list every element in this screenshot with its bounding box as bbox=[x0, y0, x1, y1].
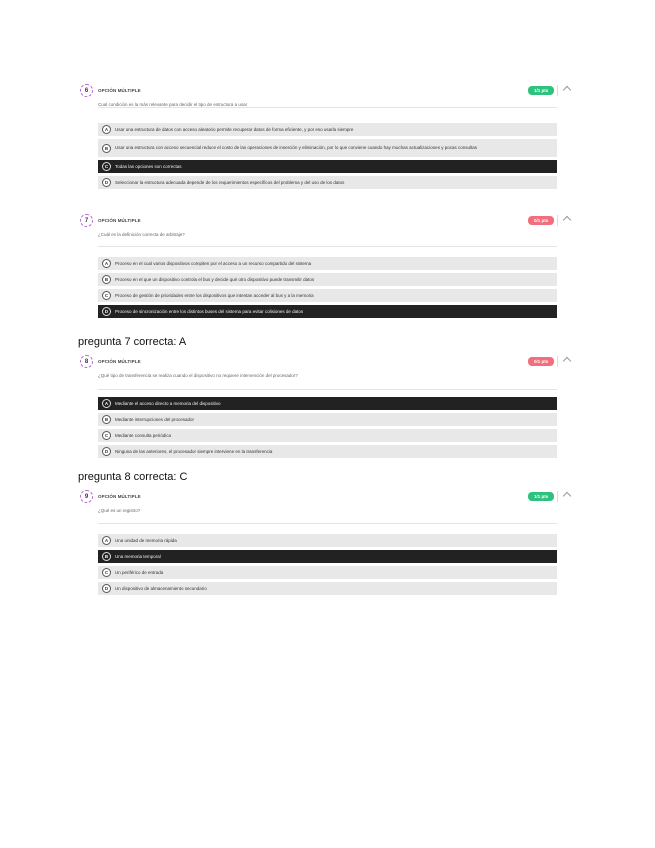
chevron-up-icon[interactable] bbox=[563, 492, 571, 500]
score-badge: 1/1 pts bbox=[528, 492, 554, 501]
question-card bbox=[80, 490, 580, 591]
option-text: Mediante interrupciones del procesador bbox=[115, 416, 195, 422]
question-type-label: OPCIÓN MÚLTIPLE bbox=[98, 218, 141, 223]
prompt-divider bbox=[98, 107, 557, 108]
option-letter: A bbox=[102, 399, 111, 408]
header-divider bbox=[557, 356, 558, 367]
option-text: Usar una estructura con acceso secuencial reduce el costo de las operaciones de inserción y eliminación, por lo que conviene cuando hay muchas actualizaciones y pocas consultas bbox=[115, 145, 477, 150]
option-text: Proceso en el cual varios dispositivos compiten por el acceso a un recurso compartido del sistema bbox=[115, 260, 312, 266]
option-letter: A bbox=[102, 259, 111, 268]
option-letter: C bbox=[102, 291, 111, 300]
prompt-divider bbox=[98, 246, 557, 247]
option-letter: C bbox=[102, 568, 111, 577]
option-c[interactable] bbox=[98, 160, 557, 173]
option-d[interactable] bbox=[98, 176, 557, 189]
option-letter: D bbox=[102, 447, 111, 456]
options-list bbox=[98, 534, 557, 598]
question-prompt: ¿Cuál es la definición correcta de arbitraje? bbox=[98, 232, 185, 237]
question-number: 9 bbox=[80, 490, 93, 503]
option-text: Usar una estructura de datos con acceso aleatorio permite recuperar datos de forma eficiente, y por eso usarla siempre bbox=[115, 126, 354, 132]
option-b[interactable] bbox=[98, 550, 557, 563]
option-b[interactable] bbox=[98, 273, 557, 286]
question-header bbox=[80, 490, 580, 504]
section-title: pregunta 8 correcta: C bbox=[78, 471, 188, 483]
option-c[interactable] bbox=[98, 289, 557, 302]
option-letter: B bbox=[102, 144, 111, 153]
option-letter: A bbox=[102, 125, 111, 134]
question-number: 6 bbox=[80, 84, 93, 97]
option-a[interactable] bbox=[98, 123, 557, 136]
option-d[interactable] bbox=[98, 582, 557, 595]
option-letter: C bbox=[102, 162, 111, 171]
option-text: Una unidad de memoria rápida bbox=[115, 537, 177, 543]
option-text: Proceso de sincronización entre los distintos buses del sistema para evitar colisiones de datos bbox=[115, 308, 304, 314]
question-prompt: ¿Qué es un registro? bbox=[98, 508, 141, 513]
option-text: Una memoria temporal bbox=[115, 553, 161, 559]
question-header bbox=[80, 84, 580, 98]
question-card bbox=[80, 355, 580, 454]
option-text: Un periférico de entrada bbox=[115, 569, 164, 575]
header-divider bbox=[557, 491, 558, 502]
question-card bbox=[80, 84, 580, 185]
options-list bbox=[98, 123, 557, 192]
options-list bbox=[98, 257, 557, 321]
option-d[interactable] bbox=[98, 305, 557, 318]
option-letter: C bbox=[102, 431, 111, 440]
option-letter: B bbox=[102, 552, 111, 561]
option-text: Mediante consulta periódica bbox=[115, 432, 172, 438]
option-text: Mediante el acceso directo a memoria del dispositivo bbox=[115, 400, 221, 406]
option-c[interactable] bbox=[98, 566, 557, 579]
option-b[interactable] bbox=[98, 139, 557, 157]
option-d[interactable] bbox=[98, 445, 557, 458]
question-header bbox=[80, 355, 580, 369]
option-letter: B bbox=[102, 415, 111, 424]
question-type-label: OPCIÓN MÚLTIPLE bbox=[98, 359, 141, 364]
option-text: Todas las opciones son correctas bbox=[115, 163, 182, 169]
option-a[interactable] bbox=[98, 534, 557, 547]
chevron-up-icon[interactable] bbox=[563, 357, 571, 365]
options-list bbox=[98, 397, 557, 461]
chevron-up-icon[interactable] bbox=[563, 86, 571, 94]
option-text: Seleccionar la estructura adecuada depende de los requerimientos específicos del problema y del uso de los datos bbox=[115, 179, 345, 185]
question-header bbox=[80, 214, 580, 228]
option-letter: D bbox=[102, 307, 111, 316]
option-text: Proceso de gestión de prioridades entre los dispositivos que intentan acceder al bus y a la memoria bbox=[115, 292, 314, 298]
header-divider bbox=[557, 85, 558, 96]
prompt-divider bbox=[98, 523, 557, 524]
option-b[interactable] bbox=[98, 413, 557, 426]
question-number: 8 bbox=[80, 355, 93, 368]
option-text: Ninguna de las anteriores, el procesador siempre interviene en la transferencia bbox=[115, 448, 273, 454]
question-prompt: Cual condición es la más relevante para decidir el tipo de estructura a usar bbox=[98, 102, 248, 107]
question-type-label: OPCIÓN MÚLTIPLE bbox=[98, 494, 141, 499]
option-c[interactable] bbox=[98, 429, 557, 442]
option-letter: A bbox=[102, 536, 111, 545]
chevron-up-icon[interactable] bbox=[563, 216, 571, 224]
prompt-divider bbox=[98, 389, 557, 390]
option-letter: D bbox=[102, 178, 111, 187]
option-a[interactable] bbox=[98, 257, 557, 270]
question-prompt: ¿Qué tipo de transferencia se realiza cuando el dispositivo no requiere intervención del procesador? bbox=[98, 373, 298, 378]
option-text: Proceso en el que un dispositivo controla el bus y decide qué otro dispositivo puede transmitir datos bbox=[115, 276, 315, 282]
question-type-label: OPCIÓN MÚLTIPLE bbox=[98, 88, 141, 93]
option-letter: B bbox=[102, 275, 111, 284]
option-text: Un dispositivo de almacenamiento secundario bbox=[115, 585, 207, 591]
section-title: pregunta 7 correcta: A bbox=[78, 336, 187, 348]
option-letter: D bbox=[102, 584, 111, 593]
option-a[interactable] bbox=[98, 397, 557, 410]
question-card bbox=[80, 214, 580, 314]
header-divider bbox=[557, 215, 558, 226]
question-number: 7 bbox=[80, 214, 93, 227]
score-badge: 1/1 pts bbox=[528, 86, 554, 95]
score-badge: 0/1 pts bbox=[528, 216, 554, 225]
score-badge: 0/1 pts bbox=[528, 357, 554, 366]
